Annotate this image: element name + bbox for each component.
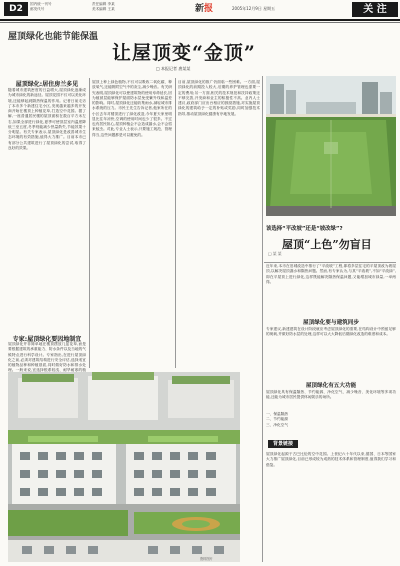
sidebar-text-c: 屋顶绿化具有保温隔热、节约能源、净化空气、减少噪音、美化环境等多项功能,还能为城市居民提供休闲娱乐的场所。 (266, 390, 396, 400)
column-rule (262, 76, 263, 562)
subhead-4: 屋顶绿化有五大功能 (305, 383, 357, 389)
column-rule (89, 78, 90, 368)
masthead-rule-thin (0, 22, 400, 23)
editor-info (92, 2, 152, 11)
subhead-3: 屋顶绿化要与建筑同步 (303, 320, 359, 326)
function-item: 二、节约能源 (266, 417, 289, 422)
masthead-rule (0, 19, 400, 21)
function-item: 一、保温隔热 (266, 412, 289, 416)
article-byline: □ 本报记者 唐某某 (156, 66, 191, 71)
green-roofs-illustration (8, 372, 240, 562)
subhead-1: 屋顶绿化:居住房兰多见 (15, 81, 79, 88)
article-kicker: 屋顶绿化也能节能保温 (8, 32, 99, 42)
column-2-text: 屋顶上种上绿色植物,不仅可以吸收二氧化碳、释放氧气,还能吸附空气中的灰尘,减少噪音。有关研究表明,屋顶绿化可以使建筑物的使用寿命延长,因为植被层能够保护屋面防水层免受紫外线和温差的影响。同时,屋顶绿化还能收集雨水,减轻城市排水系统的压力。市民王先生告诉记者,他家所在的小区去年对楼顶进行了绿化改造,今年夏天家里明显比往年凉快,空调的使用时间也少了很多。不过也有居民担心,屋顶种植会不会造成漏水,会不会招来蚊虫。对此,专业人士表示,只要施工规范、管理得当,这些问题都是可以避免的。 (92, 80, 172, 137)
column-3-text: 目前,屋顶绿化的推广仍面临一些困难。一方面,屋顶绿化的前期投入较大,后期的养护管理也需要一定的费用;另一方面,相关的技术规范和扶持政策还不够完善,开发商和业主的积极性不高。业内人士建议,政府部门应出台相应的鼓励措施,对实施屋顶绿化的建筑给予一定的补贴或奖励,同时加强技术指导,推动屋顶绿化健康有序地发展。 (178, 80, 260, 116)
issue-line: 国内统一刊号 (30, 2, 52, 6)
article-headline: 让屋顶变“金顶” (112, 42, 256, 64)
paper-logo-b: 报 (204, 4, 214, 14)
sidebar-headline: 屋顶“上色”勿盲目 (282, 238, 372, 251)
function-item: 三、净化空气 (266, 422, 289, 427)
publication-date: 2005年12月9日 星期五 (232, 6, 276, 11)
green-roofs-photo (8, 372, 240, 562)
rooftop-lawn-photo (266, 76, 396, 216)
column-1-text: 随着城市建筑密度的日益增大,屋顶绿化逐渐成为城市绿化的新途径。屋顶花园不仅可以美化环境,还能够起到隔热保温的作用。记者日前走访了本市多个新建住宅小区,发现越来越多的开发商开始在楼顶上种植花草,打造空中花园。据了解,一座普通居民楼的屋顶面积在数百平方米左右,如果全部进行绿化,夏季可使顶层室内温度降低三至五度,冬季则能减少热量散失,节能效果十分明显。有关专家表示,屋顶绿化是改善城市生态环境的有效措施,值得大力推广。目前本市已有部分公共建筑进行了屋顶绿化的尝试,取得了良好的效果。 (8, 88, 86, 150)
paper-logo-a: 新 (195, 4, 205, 14)
issue-line: 邮发代号 (30, 6, 45, 11)
sidebar-text-b: 专家建议,新建建筑在设计阶段就应考虑屋顶绿化的需要,在结构设计中预留足够的荷载,并做好防水层的处理,这样可以大大降低后期绿化改造的难度和成本。 (266, 327, 396, 337)
section-title: 关 注 (352, 2, 398, 17)
background-link-label: 背景链接 (268, 440, 298, 448)
rooftop-lawn-illustration (266, 76, 396, 216)
paper-logo (195, 1, 213, 14)
issue-info (30, 2, 90, 11)
functions-list (266, 412, 396, 436)
photo-credit: 资料图片 (200, 557, 213, 561)
subhead-2: 专家:屋顶绿化要因地制宜 (12, 336, 82, 343)
sidebar-kicker: 该选择“平改坡”还是“坡改绿”? (266, 226, 343, 232)
editor-line: 责任编辑 李某 (92, 2, 115, 6)
sidebar-byline: □ 某 某 (268, 251, 282, 256)
column-1-bottom-text: 屋顶绿化并非简单地在楼顶摆放几盆花草,而是要根据建筑的承重能力、防水条件以及当地的气候特点进行科学设计。专家指出,在进行屋顶绿化之前,必须对建筑结构进行安全评估,选择适宜的植物品种和种植基质,同时做好防水和排水处理。一般来说,宜选择根系较浅、耐旱耐寒的植 (8, 342, 86, 373)
page-number: D2 (4, 2, 28, 16)
sidebar-text-a: 近年来,本市在旧城改造中推行了“平改坡”工程,即将多层住宅的平屋顶改为坡屋顶,以解决屋顶漏水和隔热问题。然而,有专家认为,与其“平改坡”,不如“平改绿”,即在平屋顶上进行绿化,这样既能解决隔热保温问题,又能增加城市绿量,一举两得。 (266, 264, 396, 284)
column-rule (175, 78, 176, 368)
editor-line: 美术编辑 王某 (92, 6, 115, 11)
sidebar-text-d: 屋顶绿化起源于古巴比伦的空中花园。上世纪六十年代以来,德国、日本等国家大力推广屋顶绿化,目前已形成较为成熟的技术体系和管理制度,值得我们学习和借鉴。 (266, 452, 396, 467)
